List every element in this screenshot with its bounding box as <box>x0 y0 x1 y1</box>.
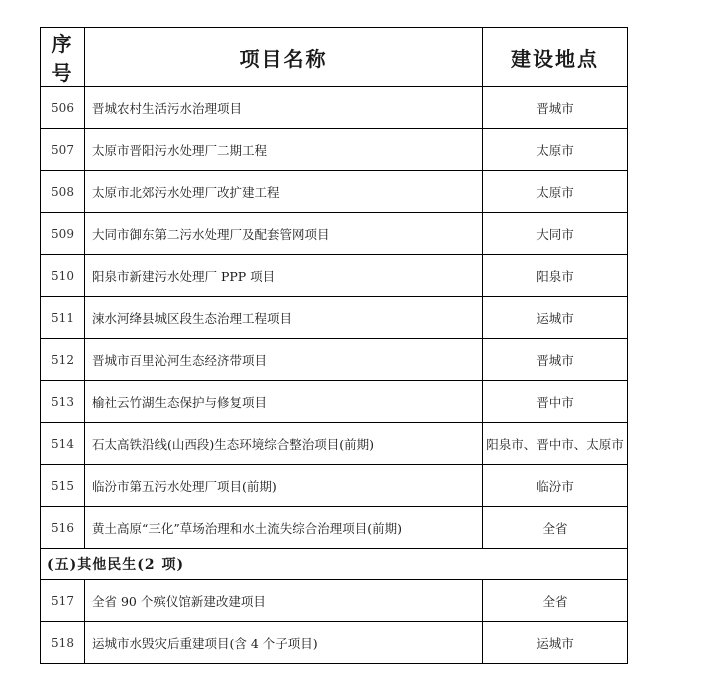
project-location: 太原市 <box>483 129 628 171</box>
project-location: 晋城市 <box>483 339 628 381</box>
project-location: 晋中市 <box>483 381 628 423</box>
row-number: 507 <box>41 129 85 171</box>
row-number: 509 <box>41 213 85 255</box>
row-number: 508 <box>41 171 85 213</box>
table-row <box>41 381 628 423</box>
project-location: 阳泉市 <box>483 255 628 297</box>
header-location: 建设地点 <box>483 28 628 87</box>
header-num: 序号 <box>41 28 85 87</box>
project-location: 晋城市 <box>483 87 628 129</box>
project-name: 运城市水毁灾后重建项目(含 4 个子项目) <box>85 622 483 664</box>
table-row <box>41 171 628 213</box>
row-number: 517 <box>41 580 85 622</box>
project-name: 大同市御东第二污水处理厂及配套管网项目 <box>85 213 483 255</box>
project-location: 全省 <box>483 580 628 622</box>
project-name: 石太高铁沿线(山西段)生态环境综合整治项目(前期) <box>85 423 483 465</box>
row-number: 516 <box>41 507 85 549</box>
table-row <box>41 339 628 381</box>
table-row <box>41 129 628 171</box>
project-location: 运城市 <box>483 622 628 664</box>
row-number: 518 <box>41 622 85 664</box>
row-number: 510 <box>41 255 85 297</box>
row-number: 515 <box>41 465 85 507</box>
project-name: 黄土高原“三化”草场治理和水土流失综合治理项目(前期) <box>85 507 483 549</box>
table-row <box>41 507 628 549</box>
project-location: 太原市 <box>483 171 628 213</box>
project-location: 全省 <box>483 507 628 549</box>
table-row <box>41 580 628 622</box>
project-location: 阳泉市、晋中市、太原市 <box>483 423 628 465</box>
project-name: 太原市北郊污水处理厂改扩建工程 <box>85 171 483 213</box>
table-row <box>41 297 628 339</box>
table-row <box>41 87 628 129</box>
project-name: 太原市晋阳污水处理厂二期工程 <box>85 129 483 171</box>
project-name: 涑水河绛县城区段生态治理工程项目 <box>85 297 483 339</box>
table-row <box>41 465 628 507</box>
project-location: 运城市 <box>483 297 628 339</box>
header-name: 项目名称 <box>85 28 483 87</box>
project-name: 阳泉市新建污水处理厂 PPP 项目 <box>85 255 483 297</box>
project-name: 全省 90 个殡仪馆新建改建项目 <box>85 580 483 622</box>
table-row <box>41 213 628 255</box>
row-number: 506 <box>41 87 85 129</box>
row-number: 511 <box>41 297 85 339</box>
project-name: 榆社云竹湖生态保护与修复项目 <box>85 381 483 423</box>
header-row <box>41 28 628 87</box>
project-name: 晋城农村生活污水治理项目 <box>85 87 483 129</box>
table-row <box>41 622 628 664</box>
project-location: 临汾市 <box>483 465 628 507</box>
section-row <box>41 549 628 580</box>
row-number: 513 <box>41 381 85 423</box>
project-name: 临汾市第五污水处理厂项目(前期) <box>85 465 483 507</box>
section-title: (五)其他民生(2 项) <box>41 549 628 580</box>
table-row <box>41 423 628 465</box>
row-number: 514 <box>41 423 85 465</box>
project-location: 大同市 <box>483 213 628 255</box>
project-table <box>40 27 628 664</box>
row-number: 512 <box>41 339 85 381</box>
project-name: 晋城市百里沁河生态经济带项目 <box>85 339 483 381</box>
table-row <box>41 255 628 297</box>
